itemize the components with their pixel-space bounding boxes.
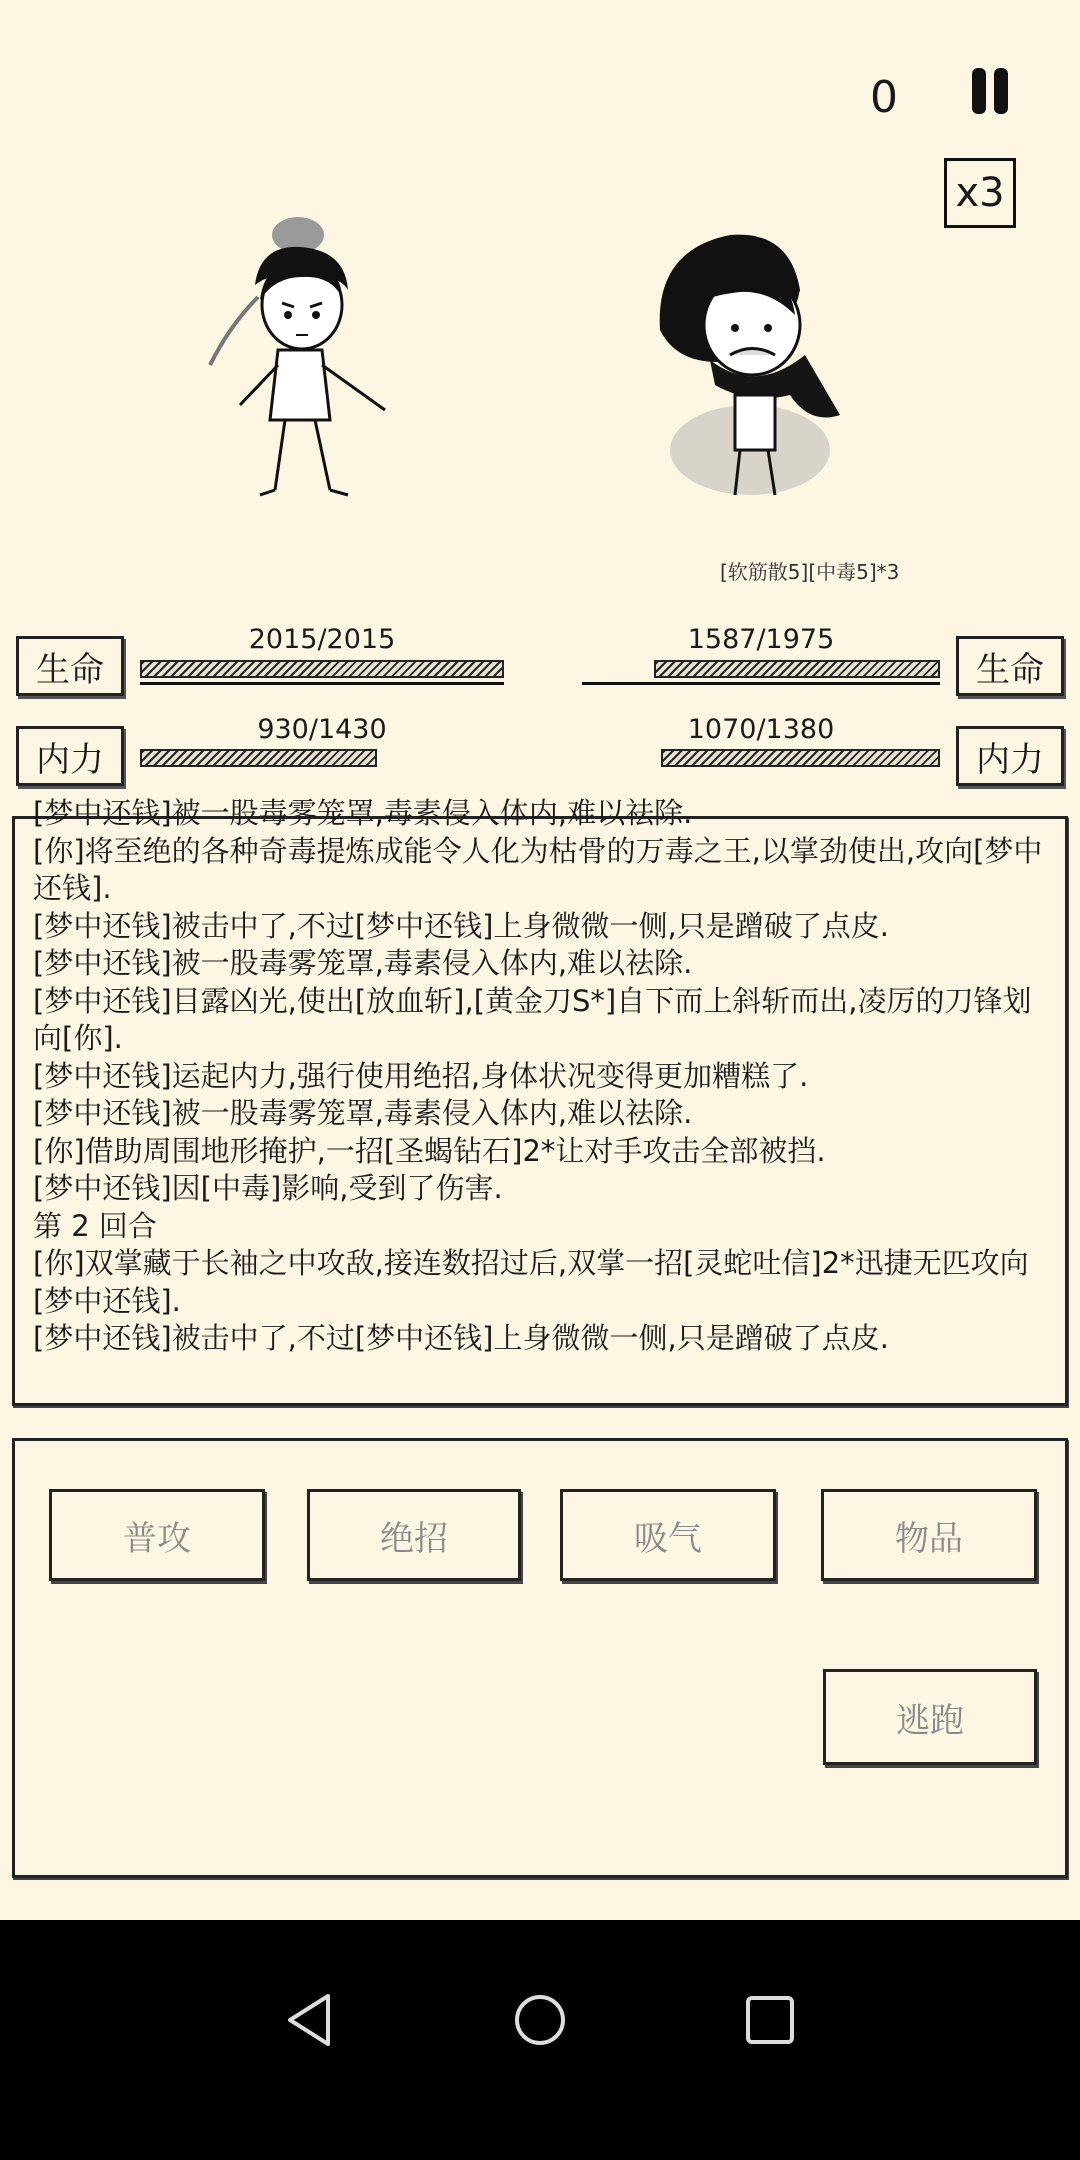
recents-icon[interactable] [744, 1994, 796, 2046]
back-icon[interactable] [284, 1992, 334, 2048]
battle-log-line: [你]双掌藏于长袖之中攻敌,接连数招过后,双掌一招[灵蛇吐信]2*迅捷无匹攻向[梦中还钱]. [33, 1246, 1029, 1318]
breathe-button[interactable]: 吸气 [560, 1489, 776, 1581]
player-mp-bar [140, 749, 377, 767]
battle-log-line: [梦中还钱]被一股毒雾笼罩,毒素侵入体内,难以祛除. [33, 946, 693, 980]
attack-button[interactable]: 普攻 [49, 1489, 265, 1581]
battle-log [33, 795, 1053, 1358]
score-counter: 0 [870, 72, 898, 123]
battle-log-line: [梦中还钱]被击中了,不过[梦中还钱]上身微微一侧,只是蹭破了点皮. [33, 908, 889, 943]
battle-log-line: [梦中还钱]被一股毒雾笼罩,毒素侵入体内,难以祛除. [33, 1096, 693, 1130]
battle-log-line: 第 2 回合 [33, 1208, 157, 1243]
battle-log-line: [你]借助周围地形掩护,一招[圣蝎钻石]2*让对手攻击全部被挡. [33, 1133, 826, 1168]
player-mp-label: 内力 [16, 726, 124, 786]
enemy-hp-text: 1587/1975 [687, 624, 835, 655]
battle-log-line: [梦中还钱]因[中毒]影响,受到了伤害. [33, 1171, 503, 1205]
player-mp-text: 930/1430 [257, 714, 387, 745]
enemy-mp-text: 1070/1380 [687, 714, 835, 745]
player-hp-bar-track [140, 682, 504, 685]
pause-button[interactable] [968, 68, 1012, 116]
enemy-hp-bar-track [582, 682, 940, 685]
enemy-status-effects: [软筋散5][中毒5]*3 [720, 560, 900, 584]
enemy-character [640, 220, 880, 520]
system-navigation-bar [0, 1920, 1080, 2160]
battle-log-line: [你]将至绝的各种奇毒提炼成能令人化为枯骨的万毒之王,以掌劲使出,攻向[梦中还钱]. [33, 833, 1043, 905]
home-icon[interactable] [512, 1992, 568, 2048]
pause-icon [994, 68, 1008, 114]
player-character [190, 205, 410, 505]
speed-toggle-button[interactable]: x3 [944, 158, 1016, 228]
battle-log-line: [梦中还钱]运起内力,强行使用绝招,身体状况变得更加糟糕了. [33, 1058, 809, 1093]
ultimate-button[interactable]: 绝招 [307, 1489, 521, 1581]
enemy-mp-label: 内力 [956, 726, 1064, 786]
player-hp-label: 生命 [16, 636, 124, 696]
action-panel [12, 1438, 1068, 1878]
player-hp-text: 2015/2015 [248, 624, 396, 655]
enemy-mp-bar [661, 749, 940, 767]
battle-log-line: [梦中还钱]目露凶光,使出[放血斩],[黄金刀S*]自下而上斜斩而出,凌厉的刀锋划向[你]. [33, 983, 1032, 1055]
enemy-hp-label: 生命 [956, 636, 1064, 696]
pause-icon [972, 68, 986, 114]
battle-log-panel[interactable] [12, 796, 1068, 1406]
battle-log-line: [梦中还钱]被一股毒雾笼罩,毒素侵入体内,难以祛除. [33, 796, 693, 830]
player-hp-bar [140, 660, 504, 678]
items-button[interactable]: 物品 [821, 1489, 1037, 1581]
battle-log-line: [梦中还钱]被击中了,不过[梦中还钱]上身微微一侧,只是蹭破了点皮. [33, 1321, 889, 1355]
enemy-hp-bar [654, 660, 940, 678]
flee-button[interactable]: 逃跑 [823, 1669, 1037, 1765]
